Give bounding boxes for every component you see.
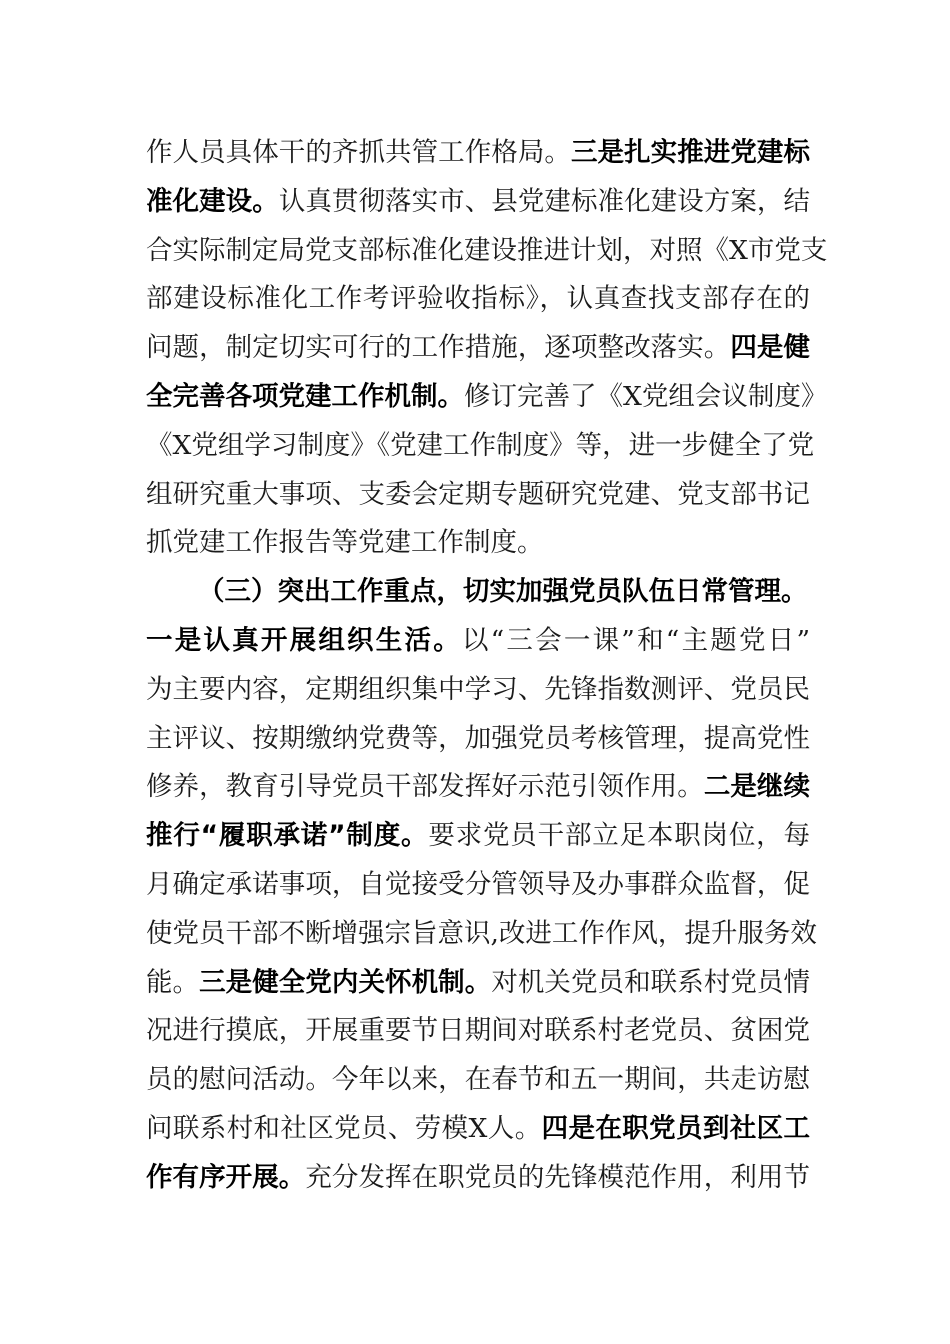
text-segment: 员的慰问活动。今年以来，在春节和五一期间，共走访慰 [146, 1064, 810, 1096]
text-segment: 充分发挥在职党员的先锋模范作用，利用节 [305, 1161, 810, 1193]
bold-phrase: 四是健 [730, 332, 810, 364]
text-segment: 修订完善了《X党组会议制度》 [464, 381, 828, 412]
text-line [146, 231, 828, 271]
text-line [146, 963, 810, 1003]
text-segment: 以“三会一课”和“主题党日” [461, 625, 810, 656]
bold-phrase: 二是继续 [703, 771, 810, 803]
text-segment: 组研究重大事项、支委会定期专题研究党建、党支部书记 [146, 478, 810, 510]
text-line [146, 865, 810, 905]
text-segment: 况进行摸底，开展重要节日期间对联系村老党员、贫困党 [146, 1015, 810, 1047]
text-segment: 作人员具体干的齐抓共管工作格局。 [146, 137, 571, 168]
text-line [146, 670, 810, 710]
text-line [146, 426, 815, 466]
text-line [146, 816, 810, 856]
text-segment: 使党员干部不断增强宗旨意识,改进工作作风，提升服务效 [146, 917, 817, 949]
text-line [146, 279, 810, 319]
text-segment: 要求党员干部立足本职岗位，每 [428, 820, 810, 852]
text-line [146, 621, 810, 661]
text-segment: 主评议、按期缴纳党费等，加强党员考核管理，提高党性 [146, 722, 810, 754]
bold-phrase: 全完善各项党建工作机制。 [146, 381, 464, 412]
text-line [146, 328, 810, 368]
text-segment: 为主要内容，定期组织集中学习、先锋指数测评、党员民 [146, 673, 810, 705]
text-segment: 修养，教育引导党员干部发挥好示范引领作用。 [146, 771, 704, 803]
text-segment: 月确定承诺事项，自觉接受分管领导及办事群众监督，促 [146, 869, 810, 900]
text-line [146, 719, 810, 759]
text-segment: 能。 [146, 966, 200, 998]
text-line [146, 1109, 810, 1149]
text-line [146, 1011, 810, 1051]
text-line [146, 475, 810, 515]
text-line [146, 377, 828, 417]
text-line [146, 767, 810, 807]
text-line [146, 523, 810, 563]
text-segment: 认真贯彻落实市、县党建标准化建设方案，结 [278, 185, 810, 217]
bold-phrase: 一是认真开展组织生活。 [146, 625, 462, 656]
text-segment: 合实际制定局党支部标准化建设推进计划，对照《X市党支 [146, 234, 828, 266]
text-line [146, 1158, 810, 1198]
text-line [198, 572, 810, 612]
bold-phrase: 四是在职党员到社区工 [541, 1113, 810, 1144]
bold-phrase: 三是健全党内关怀机制。 [199, 966, 492, 998]
text-line [146, 133, 810, 173]
bold-phrase: （三）突出工作重点，切实加强党员队伍日常管理。 [198, 576, 808, 608]
text-segment: 对机关党员和联系村党员情 [491, 966, 810, 998]
text-segment: 部建设标准化工作考评验收指标》，认真查找支部存在的 [146, 283, 810, 315]
text-line [146, 914, 817, 954]
text-line [146, 182, 810, 222]
bold-phrase: 准化建设。 [146, 185, 279, 217]
text-segment: 问题，制定切实可行的工作措施，逐项整改落实。 [146, 332, 731, 364]
bold-phrase: 三是扎实推进党建标 [571, 137, 810, 168]
text-segment: 问联系村和社区党员、劳模X人。 [146, 1113, 542, 1144]
bold-phrase: 推行“履职承诺”制度。 [146, 820, 429, 852]
text-line [146, 1060, 810, 1100]
text-segment: 抓党建工作报告等党建工作制度。 [146, 527, 544, 559]
bold-phrase: 作有序开展。 [146, 1161, 306, 1193]
text-segment: 《X党组学习制度》《党建工作制度》等，进一步健全了党 [146, 429, 815, 461]
